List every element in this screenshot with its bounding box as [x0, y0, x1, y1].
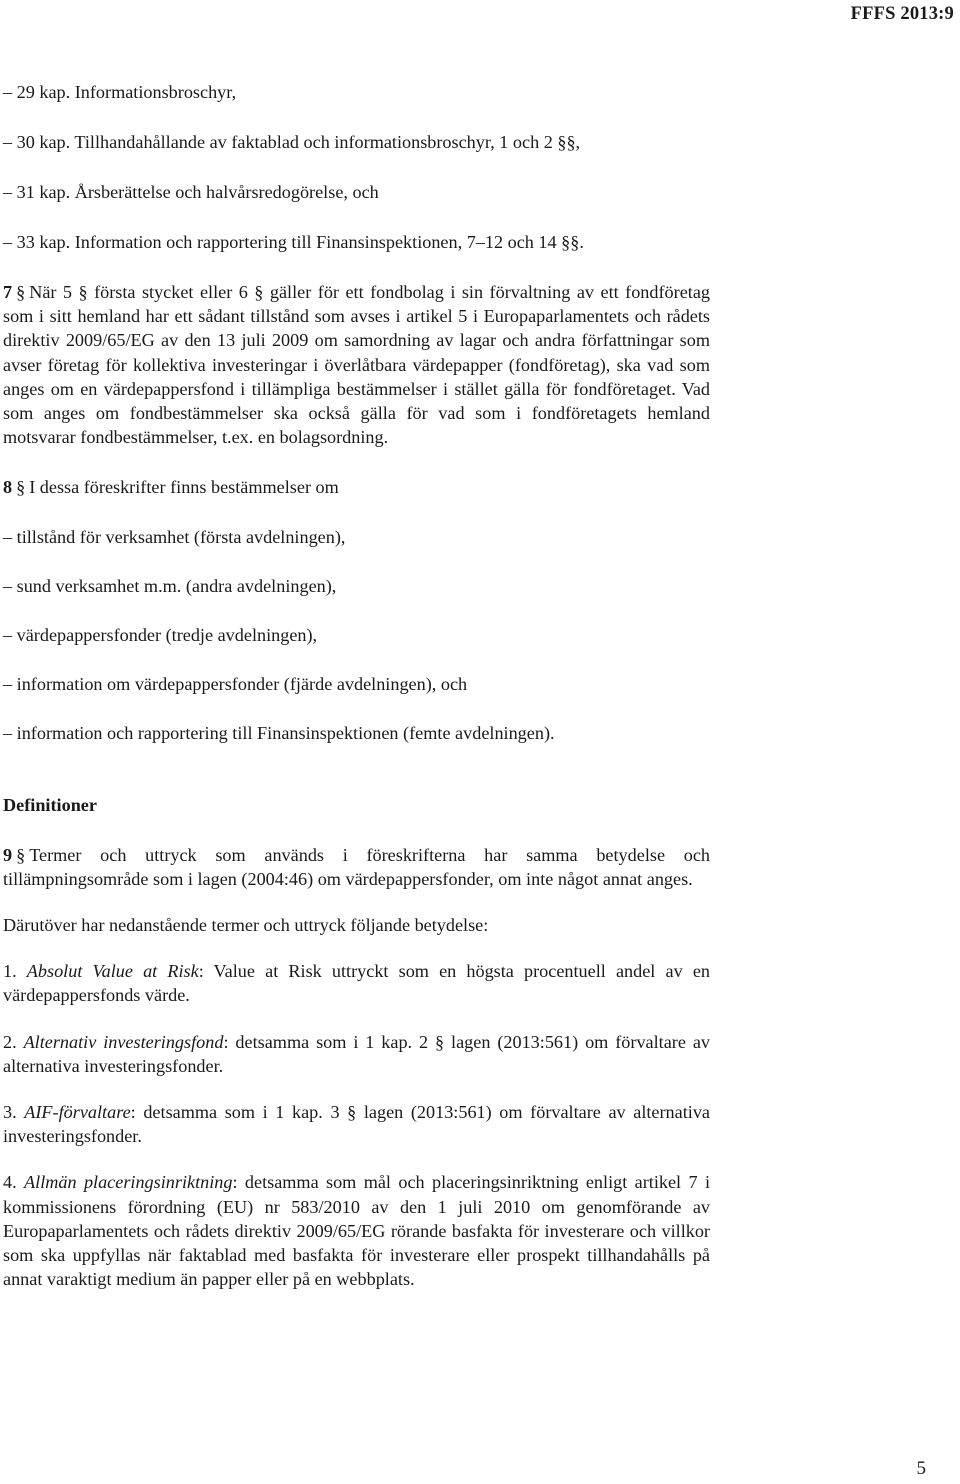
list-item: – 33 kap. Information och rapportering till Finansinspektionen, 7–12 och 14 §§. — [3, 232, 584, 252]
definition-term: Alternativ investeringsfond — [23, 1031, 224, 1052]
definition-number: 2. — [3, 1031, 17, 1052]
definition-term: AIF-förvaltare — [24, 1102, 131, 1123]
definition-text: : detsamma som i 1 kap. 2 § lagen (2013:561) om förvaltare av alternativa investeringsfonder. — [3, 1031, 711, 1076]
document-body — [3, 80, 710, 1291]
definition-term: Absolut Value at Risk — [26, 961, 199, 982]
section-sign: § — [16, 477, 26, 498]
definition-item — [3, 959, 710, 1007]
section-text: När 5 § första stycket eller 6 § gäller för ett fondbolag i sin förvaltning av ett fondföretag som i sitt hemland har ett sådant tillstånd som avses i artikel 5 i Europaparlamentets och rådets direktiv 2009/65/EG av den 13 juli 2009 om samordning av lagar och andra författningar som avser företag för kollektiva investeringar i överlåtbara värdepapper (fondföretag), ska vad som anges om en värdepappersfond i tillämpliga bestämmelser i stället gälla för fondföretaget. Vad som anges om fondbestämmelser ska också gälla för vad som i fondföretagets hemland motsvarar fondbestämmelser, t.ex. en bolagsordning. — [3, 282, 710, 448]
running-header: FFFS 2013:9 — [850, 4, 954, 24]
list-item: – 31 kap. Årsberättelse och halvårsredogörelse, och — [3, 182, 379, 202]
definitions-intro: Därutöver har nedanstående termer och uttryck följande betydelse: — [3, 915, 489, 936]
definition-number: 1. — [3, 961, 17, 982]
list-item: – 30 kap. Tillhandahållande av faktablad och informationsbroschyr, 1 och 2 §§, — [3, 132, 581, 152]
definition-item — [3, 1100, 710, 1148]
section-text: I dessa föreskrifter finns bestämmelser om — [29, 477, 339, 498]
section-9-paragraph — [3, 843, 710, 891]
list-item: – information och rapportering till Finansinspektionen (femte avdelningen). — [3, 722, 555, 743]
list-item: – tillstånd för verksamhet (första avdelningen), — [3, 526, 346, 547]
definition-item — [3, 1030, 710, 1078]
definition-item — [3, 1170, 710, 1291]
section-number: 7 — [3, 282, 13, 302]
section-7-paragraph — [3, 280, 710, 449]
definition-text: : detsamma som i 1 kap. 3 § lagen (2013:561) om förvaltare av alternativa investeringsfonder. — [3, 1102, 711, 1147]
list-item: – värdepappersfonder (tredje avdelningen), — [3, 624, 318, 645]
definition-number: 3. — [3, 1102, 17, 1123]
section-number: 9 — [3, 844, 13, 865]
definitions-heading: Definitioner — [3, 794, 97, 815]
list-item: – information om värdepappersfonder (fjärde avdelningen), och — [3, 673, 468, 694]
definition-text: : Value at Risk uttryckt som en högsta procentuell andel av en värdepappersfonds värde. — [3, 961, 710, 1006]
list-item: – 29 kap. Informationsbroschyr, — [3, 82, 237, 102]
section-text: Termer och uttryck som används i föreskrifterna har samma betydelse och tillämpningsområde som i lagen (2004:46) om värdepappersfonder, om inte något annat anges. — [3, 844, 710, 889]
section-number: 8 — [3, 477, 13, 498]
section-sign: § — [16, 282, 26, 302]
section-sign: § — [16, 844, 26, 865]
definition-text: : detsamma som mål och placeringsinriktning enligt artikel 7 i kommissionens förordning (EU) nr 583/2010 av den 1 juli 2010 om genomförande av Europaparlamentets och rådets direktiv 2009/65/EG rörande basfakta för investerare och villkor som ska uppfyllas när faktablad med basfakta för investerare eller prospekt tillhandahålls på annat varaktigt medium än papper eller på en webbplats. — [3, 1172, 711, 1290]
definition-term: Allmän placeringsinriktning — [24, 1172, 233, 1193]
page-number: 5 — [916, 1458, 926, 1479]
section-8-paragraph — [3, 475, 710, 499]
definition-number: 4. — [3, 1172, 17, 1193]
list-item: – sund verksamhet m.m. (andra avdelningen), — [3, 575, 337, 596]
